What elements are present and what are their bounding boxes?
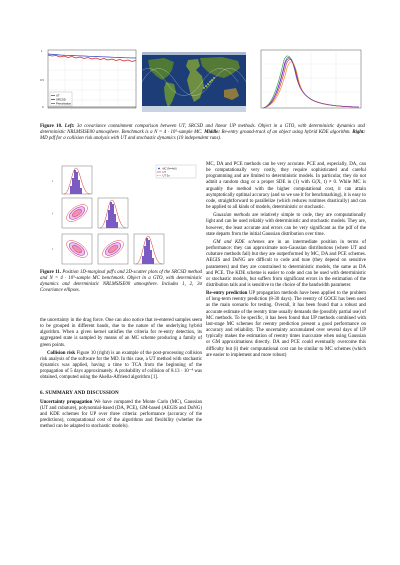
marginal-z-histogram: [134, 234, 164, 264]
paragraph-collision-risk: [40, 351, 202, 382]
figure-10-caption: [40, 124, 365, 142]
paragraph-reentry-prediction: [206, 291, 366, 359]
paragraph-draw-uncertainty: the uncertainty in the drag force. One can also notice that re-entered samples seem to be grouped in different bands, due to the nature of the underlying hybrid algorithm. When a given kernel satisfies the criteria for re-entry detection, its aggregated state is sampled by means of an MC scheme producing a family of green points.: [40, 318, 202, 348]
legend-perturbation: Perturbation: [56, 101, 72, 106]
figure-11-corner-plot: [40, 162, 205, 268]
scatter-x-y: [62, 198, 92, 228]
marginal-x-histogram: [62, 166, 92, 194]
paragraph-mc-da-pce: [206, 162, 366, 211]
paragraph-gm-kde: [206, 240, 366, 289]
svg-text:1: 1: [41, 49, 43, 53]
gm-kde-text: are in an intermediate position in terms of performance: they can approximate non-Gaussian distributions (where UT and cubature methods fail) but they are outperformed by MC, DA and PCE schemes. AEGIS and DoNG are difficult to code and tune (they depend on sensitive parameters) and they are constrained to deterministic models, the same as DA and PCE. The KDE scheme is easier to code and can be used with deterministic or stochastic models, but suffers from significant errors in the estimation of the distribution tails and is sensitive to the choice of the bandwidth parameter.: [206, 239, 366, 288]
svg-text:y: y: [52, 212, 54, 215]
figure-11-label: Figure 11.: [40, 270, 61, 275]
uncertainty-propagation-heading: Uncertainty propagation: [40, 399, 93, 405]
figure-10-left-label: Left:: [64, 124, 75, 129]
section-heading-summary: 6. SUMMARY AND DISCUSSION: [40, 389, 119, 396]
position-marginals-plot: [40, 162, 205, 268]
gaussian-methods-text: are relatively simple to code, they are computationally light and can be used reliably with deterministic and stochastic models. They are, however, the least accurate and errors can be very significant as the pdf of the state departs from the initial Gaussian distribution over time.: [206, 213, 366, 237]
uncertainty-propagation-text: We have compared the Monte Carlo (MC), Gaussian (UT and cubature), polynomial-based (DA, PCE), GM-based (AEGIS and DoNG) and KDE schemes for UP over three criteria: performance (accuracy of the predictions), computational cost of the algorithms and flexibility (whether the method can be adapted to stochastic models).: [40, 399, 203, 430]
figure-10-middle-label: Middle:: [204, 130, 220, 136]
svg-text:0.5: 0.5: [40, 78, 44, 82]
gaussian-methods-heading: Gaussian methods: [213, 213, 251, 219]
reentry-ground-track-map: [142, 52, 246, 112]
reentry-prediction-heading: Re-entry prediction: [206, 291, 248, 297]
collision-risk-heading: Collision risk: [47, 350, 76, 356]
marginal-y-histogram: [98, 198, 128, 228]
md-pdf-plot: [253, 48, 365, 116]
figure-11-text: Position 1D-marginal pdf's and 2D-scatter plots of the SRCSD method and N = 4 · 10⁵-sample MC benchmark. Object in a GTO, with deterministic dynamics and deterministic NRLMSISE00 atmosphere. Includes 1, 2, 3σ Covariance ellipses.: [40, 270, 202, 294]
scatter-x-z: [62, 234, 92, 264]
right-column-body: [206, 162, 366, 361]
legend-mc: MC (N=4e5): [162, 167, 177, 171]
figure-10-middle-map: [142, 52, 246, 112]
figure-10-left-text: 3σ covariance containment comparison between UT, SRCSD and linear UP methods. Object in a GTO, with deterministic dynamics and deterministic NRLMSISE00 atmosphere. Benchmark is a N = 4 · 10⁵-sample MC.: [40, 124, 365, 136]
legend-ut: UT: [162, 171, 166, 174]
figure-10-right-label: Right:: [352, 130, 365, 136]
svg-text:0: 0: [42, 105, 44, 109]
figure-10-left-plot: [40, 48, 138, 114]
legend-ut: UT: [56, 93, 60, 98]
figure-11-caption: [40, 270, 202, 294]
figure-10-right-pdf: [253, 48, 365, 116]
legend-srcsd: SRCSD: [56, 97, 66, 102]
left-column-body: [40, 318, 202, 433]
paragraph-gaussian-methods: [206, 213, 366, 238]
figure-10-right-text: MD pdf for a collision risk analysis with UT and stochastic dynamics (10 independent runs).: [40, 136, 222, 142]
reentry-prediction-text: UP propagation methods have been applied to the problem of long-term reentry prediction (8-30 days). The reentry of GOCE has been used as the main scenario for testing. Overall, it has been found that a robust and accurate estimate of the reentry time usually demands the (possibly partial use) of MC methods. To be specific, it has been found that UP methods combined with last-stage MC schemes for reentry prediction present a good performance on accuracy and reliability. The uncertainty accumulated over several days of UP typically makes the estimation of reentry times inaccurate when using Gaussian or GM approximations directly. DA and PCE could eventually overcome this difficulty but (i) their computational cost can be similar to MC schemes (which are easier to implement and more robust): [206, 291, 366, 358]
covariance-containment-plot: [40, 48, 138, 114]
mc-da-pce-text: MC, DA and PCE methods can be very accurate. PCE and, especially, DA, can be computationally very costly, they require sophisticated and careful programming and are limited to deterministic models. In particular, they do not admit a random drag or a proper SDE in (1) with G(X, t) ≠ 0. While MC is arguably the method with the higher computational cost, it can attain asymptotically optimal accuracy (and so we use it for benchmarking), it is easy to code, straightforward to parallelize (which reduces runtimes drastically) and can be applied to all kinds of models, deterministic or stochastic.: [206, 162, 366, 211]
svg-text:x: x: [52, 180, 54, 183]
legend-ut-3sigma: UT 3σ: [162, 174, 170, 178]
scatter-y-z: [98, 234, 128, 264]
collision-risk-text: Figure 10 (right) is an example of the post-processing collision risk analysis of the software for the MD. In this case, a UT method with stochastic dynamics was applied, having a time to TCA from the beginning of the propagation of 5 days approximately. A probability of collision of 8.13 · 10⁻⁴ was obtained, computed using the Akella-Alfriend algorithm [1].: [40, 350, 202, 381]
svg-text:z: z: [52, 248, 54, 251]
gm-kde-heading: GM and KDE schemes: [213, 239, 265, 245]
figure-10-middle-text: Re-entry ground-track of an object using hybrid KDE algorithm.: [221, 130, 351, 136]
paragraph-uncertainty-propagation: [40, 400, 202, 431]
figure-10-label: Figure 10.: [40, 124, 63, 129]
